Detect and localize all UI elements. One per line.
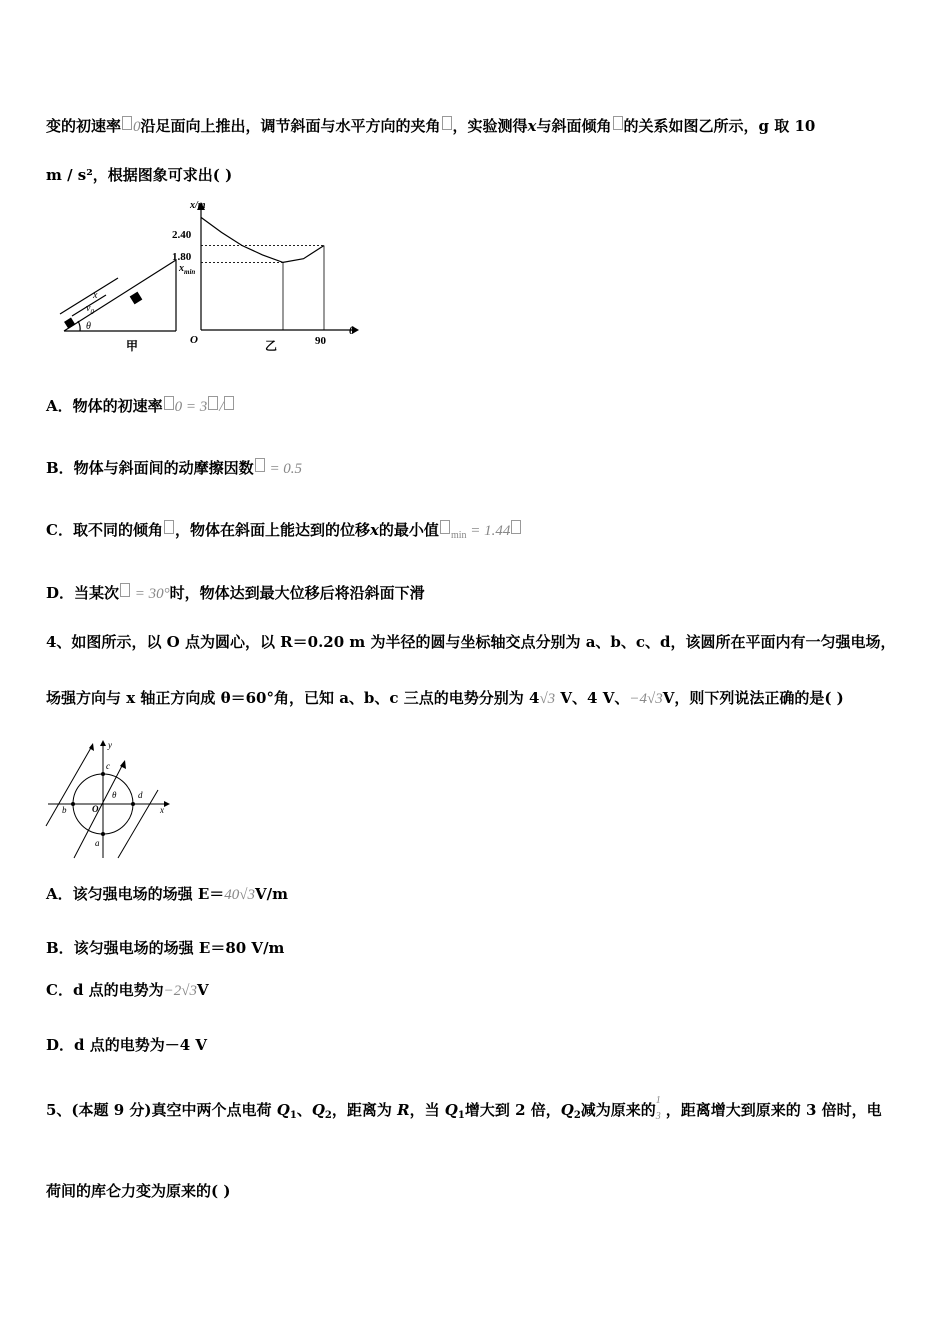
option-text: V xyxy=(197,981,209,999)
d-label: d xyxy=(138,790,143,800)
tick-90: 90 xyxy=(315,335,326,347)
q3-option-b xyxy=(46,458,302,479)
q4-line1: 4、如图所示，以 O 点为圆心，以 R＝0.20 m 为半径的圆与坐标轴交点分别为 a、b、c、d，该圆所在平面内有一匀强电场， xyxy=(46,633,896,651)
q4-text: V，则下列说法正确的是( ) xyxy=(662,689,844,707)
option-text: B．物体与斜面间的动摩擦因数 xyxy=(46,459,254,477)
q4-line2 xyxy=(46,688,844,709)
sqrt-math: √3 xyxy=(539,691,556,707)
x-label: x xyxy=(160,805,164,815)
q3-line1 xyxy=(46,116,815,137)
q4-option-a xyxy=(46,884,288,905)
q5-text: 减为原来的 xyxy=(580,1101,656,1119)
incline-v-label: $v_0$ xyxy=(86,303,94,316)
origin-label: O xyxy=(190,334,198,346)
q3-text: 变的初速率 xyxy=(46,117,122,135)
option-text: C．取不同的倾角 xyxy=(46,521,163,539)
theta-placeholder-icon xyxy=(613,116,623,130)
q1-sub: 1 xyxy=(289,1110,297,1121)
q3-line2: m / s²，根据图象可求出( ) xyxy=(46,166,233,184)
q3-x: x xyxy=(527,117,537,135)
option-text: ，物体在斜面上能达到的位移 xyxy=(174,521,370,539)
incline-theta-label: θ xyxy=(86,321,91,332)
q2: Q xyxy=(311,1101,325,1119)
q3-text: 沿足面向上推出，调节斜面与水平方向的夹角 xyxy=(140,117,441,135)
q3-option-a xyxy=(46,396,235,417)
x-axis-label: θ xyxy=(349,325,355,337)
q3-text: 的关系如图乙所示，g 取 10 xyxy=(623,117,816,135)
r: R xyxy=(397,1101,410,1119)
q5-text: ，距离增大到原来的 3 倍时，电 xyxy=(665,1101,882,1119)
option-c-math: −2√3 xyxy=(163,983,198,999)
jia-label: 甲 xyxy=(126,339,139,353)
yi-label: 乙 xyxy=(265,339,278,353)
theta-label: θ xyxy=(112,790,117,800)
option-a-math: 0 = 3 / xyxy=(163,399,236,415)
q1: Q xyxy=(276,1101,290,1119)
option-text: 的最小值 xyxy=(378,521,439,539)
q4-text: 场强方向与 x 轴正方向成 θ＝60°角，已知 a、b、c 三点的电势分别为 4 xyxy=(46,689,540,707)
c-label: c xyxy=(106,761,110,771)
q5-line1: 5、(本题 9 分)真空中两个点电荷 $Q_1$、$Q_2$，距离为 R，当 $Q_1$增大到 2 倍，$Q_2$减为原来的 1 3 ，距离增大到原来的 3 倍时，电 xyxy=(46,1095,882,1122)
option-a-math: 40√3 xyxy=(224,887,256,903)
x-theta-curve xyxy=(201,217,324,262)
q5-text: ，距离为 xyxy=(331,1101,398,1119)
q1: Q xyxy=(444,1101,458,1119)
chart-axes xyxy=(201,208,352,330)
q5-text: ，当 xyxy=(409,1101,445,1119)
q4-figure xyxy=(44,738,174,863)
y-axis-label: x/m xyxy=(190,200,206,211)
option-text: V/m xyxy=(255,885,289,903)
q4-option-c xyxy=(46,980,209,1001)
q2-sub: 2 xyxy=(573,1110,581,1121)
option-text: C．d 点的电势为 xyxy=(46,981,164,999)
tick-1-80: 1.80 xyxy=(172,251,192,263)
option-text: A．物体的初速率 xyxy=(46,397,163,415)
q1-sub: 1 xyxy=(457,1110,465,1121)
theta-placeholder-icon xyxy=(164,520,174,534)
v0-sub: 0 xyxy=(133,119,141,135)
option-text: D．当某次 xyxy=(46,584,120,602)
q5-text: 增大到 2 倍， xyxy=(464,1101,561,1119)
option-text: 时，物体达到最大位移后将沿斜面下滑 xyxy=(169,584,425,602)
q3-figure xyxy=(56,198,376,358)
q2-sub: 2 xyxy=(324,1110,332,1121)
q4-text: V、4 V、 xyxy=(555,689,630,707)
q3-option-d xyxy=(46,583,425,604)
theta-placeholder-icon xyxy=(442,116,452,130)
tick-2-40: 2.40 xyxy=(172,229,192,241)
tick-xmin: $x_{min}$ xyxy=(179,263,196,276)
q3-option-c xyxy=(46,520,522,546)
option-c-math: $_{min}$ = 1.44 xyxy=(439,523,522,539)
q5-text: 、 xyxy=(296,1101,312,1119)
y-label: y xyxy=(108,740,112,750)
incline-x-label: x xyxy=(93,290,98,301)
v0-symbol xyxy=(121,119,141,135)
a-label: a xyxy=(95,838,100,848)
chart-guides xyxy=(201,246,324,330)
q4-option-d: D．d 点的电势为－4 V xyxy=(46,1036,208,1054)
b-label: b xyxy=(62,805,67,815)
q3-text: ，实验测得 xyxy=(452,117,528,135)
sqrt-math: −4√3 xyxy=(629,691,663,707)
option-text: A．该匀强电场的场强 E＝ xyxy=(46,885,225,903)
incline-figure xyxy=(60,260,176,331)
o-label: O xyxy=(92,804,99,814)
option-x: x xyxy=(369,521,379,539)
q5-line2: 荷间的库仑力变为原来的( ) xyxy=(46,1182,231,1200)
q3-text: 与斜面倾角 xyxy=(536,117,612,135)
option-d-math: = 30° xyxy=(119,586,170,602)
option-b-math: = 0.5 xyxy=(254,461,302,477)
q2: Q xyxy=(560,1101,574,1119)
q4-option-b: B．该匀强电场的场强 E＝80 V/m xyxy=(46,939,285,957)
q5-text: 5、(本题 9 分)真空中两个点电荷 xyxy=(46,1101,277,1119)
